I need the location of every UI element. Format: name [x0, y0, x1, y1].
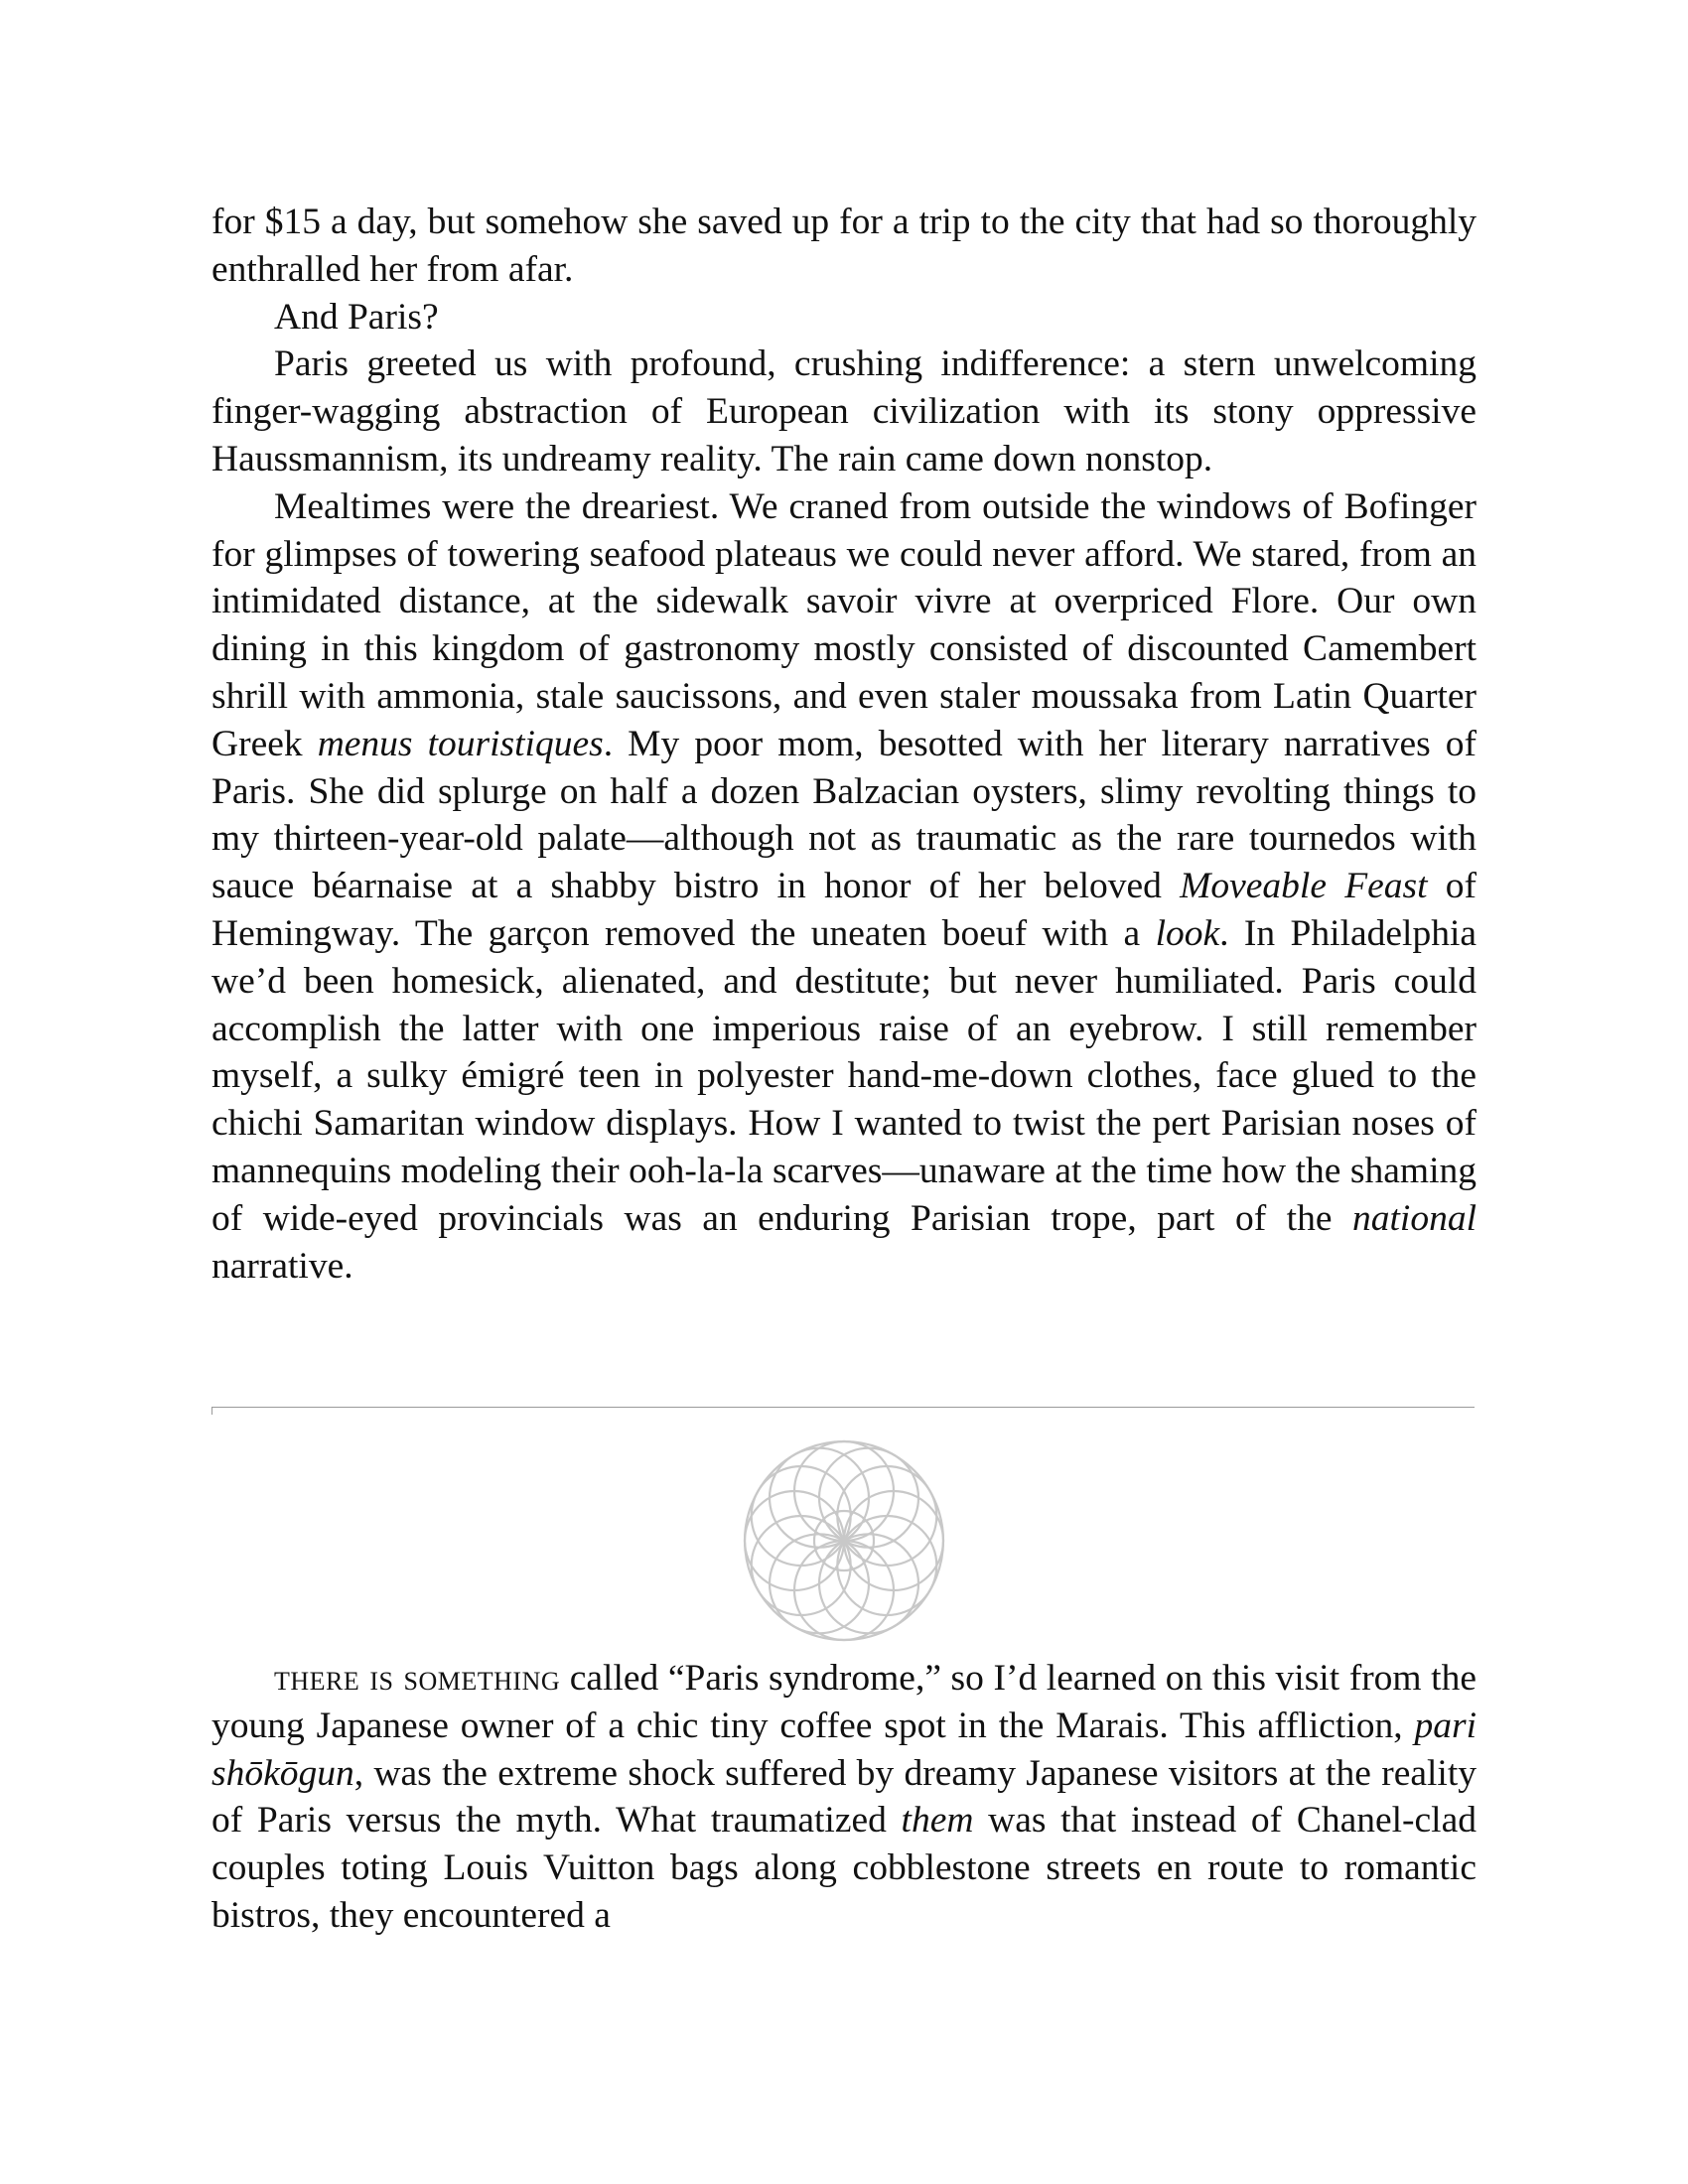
text-run: narrative. [211, 1245, 353, 1287]
paragraph-text: Paris greeted us with profound, crushing indifference: a stern unwelcoming finger-wagging abstraction of European civilization with its stony oppressive Haussmannism, its undreamy reality. The rain came down nonstop. [211, 343, 1477, 479]
text-run: . My poor mom, besotted with her literary narratives of Paris. She did splurge on half a dozen Balzacian oysters, slimy revolting things to my thirteen-year-old palate—although not as traumatic as the rare tournedos with sauce béarnaise at a shabby bistro in honor of her beloved [211, 723, 1477, 907]
italic-run: menus touristiques [317, 723, 604, 764]
text-run: was that instead of Chanel-clad couples toting Louis Vuitton bags along cobblestone streets en route to romantic bistros, they encountered a [211, 1800, 1477, 1936]
text-run: called “Paris syndrome,” so I’d learned on this visit from the young Japanese owner of a chic tiny coffee spot in the Marais. This affliction, [211, 1658, 1477, 1746]
text-run: Mealtimes were the dreariest. We craned from outside the windows of Bofinger for glimpses of towering seafood plateaus we could never afford. We stared, from an intimidated distance, at the sidewalk savoir vivre at overpriced Flore. Our own dining in this kingdom of gastronomy mostly consisted of discounted Camembert shrill with ammonia, stale saucissons, and even staler moussaka from Latin Quarter Greek [211, 485, 1477, 764]
text-run: , was the extreme shock suffered by dreamy Japanese visitors at the reality of Paris versus the myth. What traumatized [211, 1752, 1477, 1842]
italic-run: them [901, 1800, 974, 1842]
text-run: . In Philadelphia we’d been homesick, alienated, and destitute; but never humiliated. Paris could accomplish the latter with one imperious raise of an eyebrow. I still remember myself, a sulky émigré teen in polyester hand-me-down clothes, face glued to the chichi Samaritan window displays. How I wanted to twist the pert Parisian noses of mannequins modeling their ooh-la-la scarves—unaware at the time how the shaming of wide-eyed provincials was an enduring Parisian trope, part of the [211, 912, 1477, 1239]
section-divider-tick [211, 1407, 212, 1415]
paragraph-continuation [211, 199, 1477, 294]
paragraph-paris-greeted [211, 341, 1477, 482]
italic-run: Moveable Feast [1180, 866, 1428, 907]
page-body-section-1 [211, 199, 1477, 1290]
paragraph-paris-syndrome [211, 1655, 1477, 1940]
text-run: of Hemingway. The garçon removed the uneaten boeuf with a [211, 866, 1477, 954]
italic-run: pari shōkōgun [211, 1705, 1477, 1794]
page-body-section-2 [211, 1655, 1477, 1940]
paragraph-mealtimes [211, 483, 1477, 1291]
rosette-ornament-icon [740, 1436, 948, 1645]
small-caps-lead-in: there is something [274, 1658, 561, 1699]
italic-run: look [1155, 912, 1220, 954]
paragraph-text: for $15 a day, but somehow she saved up for a trip to the city that had so thoroughly enthralled her from afar. [211, 202, 1477, 290]
section-divider-rule [211, 1407, 1475, 1408]
italic-run: national [1351, 1197, 1477, 1239]
paragraph-and-paris [211, 294, 1477, 341]
paragraph-text: And Paris? [274, 296, 439, 338]
